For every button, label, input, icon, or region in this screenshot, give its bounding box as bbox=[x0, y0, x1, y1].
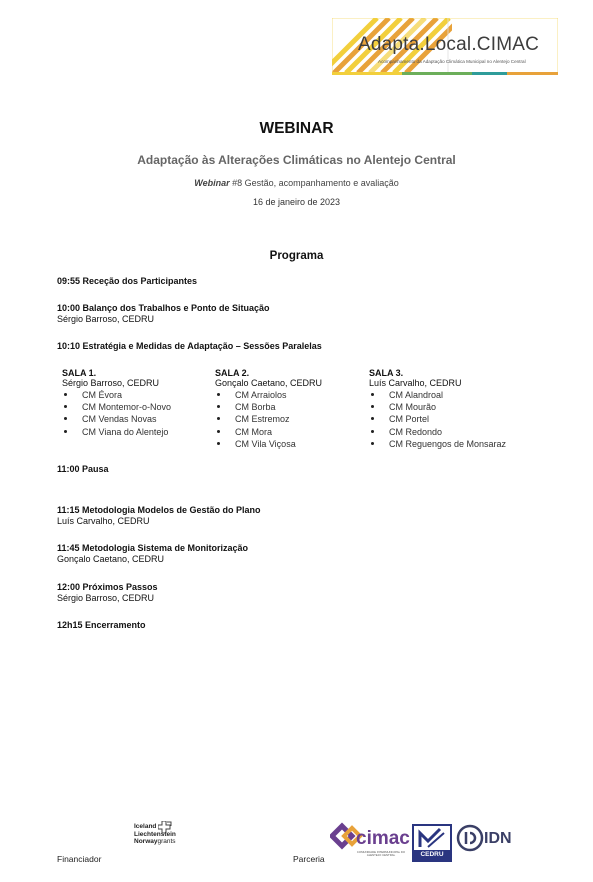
program-item-title: 11:00 Pausa bbox=[57, 464, 109, 474]
list-item: CM Montemor-o-Novo bbox=[62, 401, 171, 413]
list-item: CM Borba bbox=[215, 401, 322, 413]
program-item-speaker: Luís Carvalho, CEDRU bbox=[57, 516, 150, 526]
list-item: CM Évora bbox=[62, 389, 171, 401]
list-item: CM Mora bbox=[215, 426, 322, 438]
idn-wordmark: IDN bbox=[484, 830, 512, 847]
program-item-speaker: Sérgio Barroso, CEDRU bbox=[57, 593, 155, 603]
program-item bbox=[57, 276, 197, 286]
webinar-session bbox=[0, 178, 593, 188]
webinar-session-rest: #8 Gestão, acompanhamento e avaliação bbox=[229, 178, 399, 188]
eea-iceland: Iceland bbox=[134, 823, 157, 830]
webinar-italic: Webinar bbox=[194, 178, 230, 188]
sala-title: SALA 3. bbox=[369, 368, 404, 378]
sala-list bbox=[62, 389, 171, 438]
program-item bbox=[57, 464, 109, 474]
cedru-mark-icon bbox=[414, 827, 450, 851]
program-item bbox=[57, 303, 270, 324]
sala-3 bbox=[369, 368, 506, 450]
sala-1 bbox=[62, 368, 171, 438]
list-item: CM Estremoz bbox=[215, 413, 322, 425]
program-item-title: 12:00 Próximos Passos bbox=[57, 582, 158, 592]
eea-norway: Norway bbox=[134, 838, 158, 845]
webinar-subtitle: Adaptação às Alterações Climáticas no Alentejo Central bbox=[137, 153, 456, 167]
program-item-title: 10:10 Estratégia e Medidas de Adaptação – Sessões Paralelas bbox=[57, 341, 322, 351]
eea-grants: grants bbox=[157, 838, 176, 845]
event-date: 16 de janeiro de 2023 bbox=[252, 197, 341, 207]
program-item-speaker: Sérgio Barroso, CEDRU bbox=[57, 314, 155, 324]
program-item-title: 12h15 Encerramento bbox=[57, 620, 146, 630]
parceria-label: Parceria bbox=[293, 854, 325, 864]
list-item: CM Mourão bbox=[369, 401, 506, 413]
list-item: CM Vila Viçosa bbox=[215, 438, 322, 450]
program-item bbox=[57, 505, 261, 526]
cimac-wordmark: cimac bbox=[356, 828, 410, 849]
list-item: CM Arraiolos bbox=[215, 389, 322, 401]
adapta-local-cimac-logo bbox=[332, 18, 558, 78]
cedru-wordmark: CEDRU bbox=[414, 850, 450, 860]
financiador-label: Financiador bbox=[57, 854, 102, 864]
sala-title: SALA 1. bbox=[62, 368, 97, 378]
eea-liechtenstein: Liechtenstein bbox=[134, 830, 176, 838]
programa-heading: Programa bbox=[269, 250, 324, 262]
list-item: CM Vendas Novas bbox=[62, 413, 171, 425]
logo-subtitle: Acompanhamento da Adaptação Climática Municipal no Alentejo Central bbox=[378, 59, 526, 64]
sala-speaker: Luís Carvalho, CEDRU bbox=[369, 378, 462, 388]
list-item: CM Reguengos de Monsaraz bbox=[369, 438, 506, 450]
idn-logo-icon bbox=[456, 824, 484, 852]
program-item bbox=[57, 341, 322, 351]
cimac-subtitle: COMUNIDADE INTERMUNICIPAL DO ALENTEJO CENTRAL bbox=[356, 850, 406, 858]
program-item-title: 09:55 Receção dos Participantes bbox=[57, 276, 198, 286]
list-item: CM Alandroal bbox=[369, 389, 506, 401]
program-item-title: 10:00 Balanço dos Trabalhos e Ponto de Situação bbox=[57, 303, 270, 313]
program-item bbox=[57, 620, 146, 630]
sala-speaker: Sérgio Barroso, CEDRU bbox=[62, 378, 160, 388]
sala-list bbox=[369, 389, 506, 450]
eea-cross-icon bbox=[158, 821, 174, 834]
program-item-speaker: Gonçalo Caetano, CEDRU bbox=[57, 554, 165, 564]
list-item: CM Viana do Alentejo bbox=[62, 426, 171, 438]
program-item-title: 11:15 Metodologia Modelos de Gestão do Plano bbox=[57, 505, 261, 515]
cedru-logo bbox=[412, 824, 452, 862]
program-item bbox=[57, 543, 248, 564]
program-item bbox=[57, 582, 158, 603]
logo-title: Adapta.Local.CIMAC bbox=[358, 34, 540, 55]
sala-2 bbox=[215, 368, 322, 450]
sala-list bbox=[215, 389, 322, 450]
list-item: CM Portel bbox=[369, 413, 506, 425]
program-item-title: 11:45 Metodologia Sistema de Monitorização bbox=[57, 543, 249, 553]
sala-speaker: Gonçalo Caetano, CEDRU bbox=[215, 378, 323, 388]
sala-title: SALA 2. bbox=[215, 368, 250, 378]
webinar-title: WEBINAR bbox=[259, 120, 334, 137]
list-item: CM Redondo bbox=[369, 426, 506, 438]
